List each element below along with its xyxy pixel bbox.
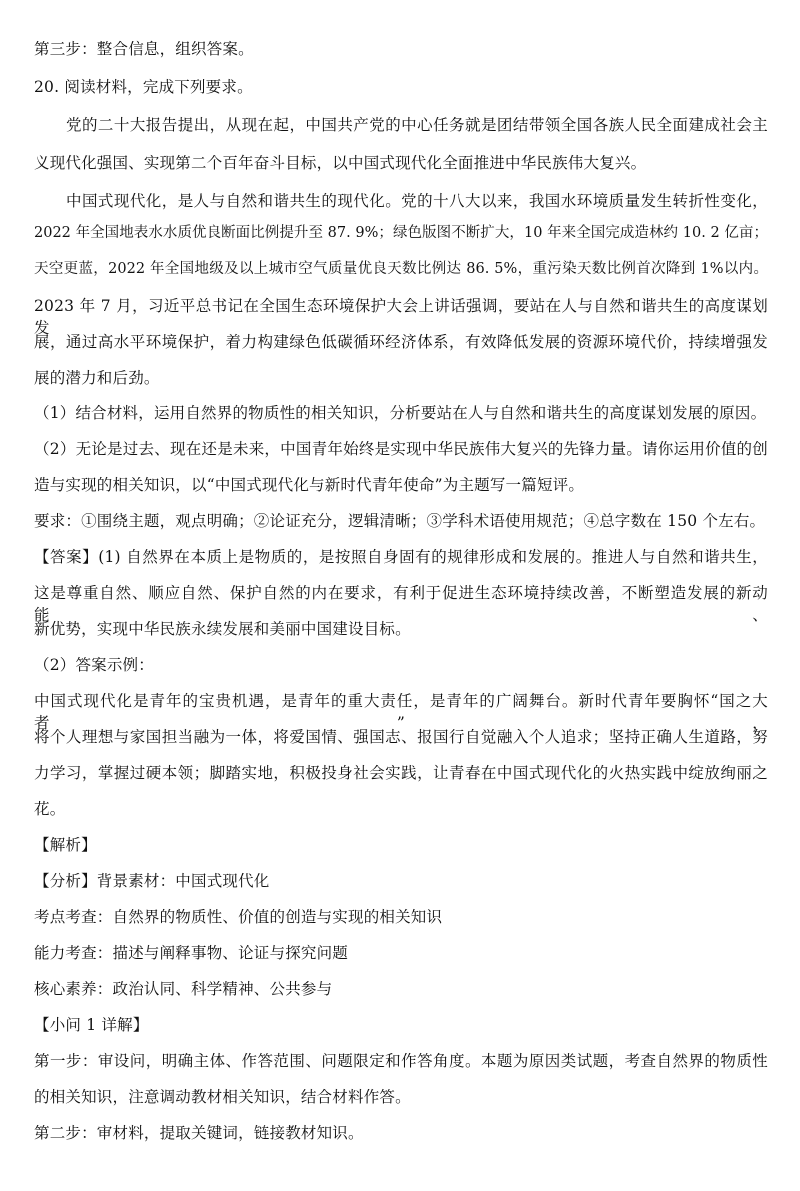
analysis-core-literacy: 核心素养：政治认同、科学精神、公共参与 — [34, 980, 333, 998]
answer-2-label: （2）答案示例： — [34, 656, 154, 674]
material-paragraph-1-line-1: 党的二十大报告提出，从现在起，中国共产党的中心任务就是团结带领全国各族人民全面建成社会主 — [66, 116, 768, 134]
answer-line-3: 新优势，实现中华民族永续发展和美丽中国建设目标。 — [34, 620, 411, 638]
question-20-heading: 20. 阅读材料，完成下列要求。 — [34, 78, 253, 96]
material-paragraph-2-line-3: 天空更蓝，2022 年全国地级及以上城市空气质量优良天数比例达 86. 5%，重污染天数比例首次降到 1%以内。 — [34, 261, 768, 277]
sub-question-2-line-2: 造与实现的相关知识，以“中国式现代化与新时代青年使命”为主题写一篇短评。 — [34, 476, 585, 494]
analysis-ability: 能力考查：描述与阐释事物、论证与探究问题 — [34, 944, 349, 962]
sample-answer-line-2: 将个人理想与家国担当融为一体，将爱国情、强国志、报国行自觉融入个人追求；坚持正确人生道路，努 — [34, 728, 768, 746]
sample-answer-line-1: 中国式现代化是青年的宝贵机遇，是青年的重大责任，是青年的广阔舞台。新时代青年要胸怀“国之大者”， — [34, 692, 768, 732]
material-paragraph-2-line-1: 中国式现代化，是人与自然和谐共生的现代化。党的十八大以来，我国水环境质量发生转折性变化， — [66, 192, 768, 210]
analysis-knowledge-points: 考点考查：自然界的物质性、价值的创造与实现的相关知识 — [34, 908, 443, 926]
sub-question-1: （1）结合材料，运用自然界的物质性的相关知识，分析要站在人与自然和谐共生的高度谋划发展的原因。 — [34, 404, 767, 422]
material-paragraph-2-line-5: 展，通过高水平环境保护，着力构建绿色低碳循环经济体系，有效降低发展的资源环境代价，持续增强发 — [34, 333, 768, 351]
sample-answer-line-4: 花。 — [34, 800, 66, 818]
step-three-line: 第三步：整合信息，组织答案。 — [34, 40, 254, 58]
sub-question-2-line-1: （2）无论是过去、现在还是未来，中国青年始终是实现中华民族伟大复兴的先锋力量。请你运用价值的创 — [34, 440, 768, 458]
requirements-line: 要求：①围绕主题，观点明确；②论证充分，逻辑清晰；③学科术语使用规范；④总字数在 150 个左右。 — [34, 512, 766, 530]
sub-question-1-explanation-heading: 【小问 1 详解】 — [34, 1016, 149, 1034]
answer-line-1: 【答案】(1) 自然界在本质上是物质的，是按照自身固有的规律形成和发展的。推进人与自然和谐共生， — [34, 548, 768, 566]
explanation-step-2: 第二步：审材料，提取关键词，链接教材知识。 — [34, 1124, 364, 1142]
analysis-background: 【分析】背景素材：中国式现代化 — [34, 872, 270, 890]
material-paragraph-2-line-6: 展的潜力和后劲。 — [34, 369, 160, 387]
sample-answer-line-3: 力学习，掌握过硬本领；脚踏实地，积极投身社会实践，让青春在中国式现代化的火热实践中绽放绚丽之 — [34, 764, 768, 782]
answer-line-2: 这是尊重自然、顺应自然、保护自然的内在要求，有利于促进生态环境持续改善，不断塑造发展的新动能、 — [34, 584, 768, 624]
explanation-step-1-line-1: 第一步：审设问，明确主体、作答范围、问题限定和作答角度。本题为原因类试题，考查自然界的物质性 — [34, 1052, 768, 1070]
explanation-step-1-line-2: 的相关知识，注意调动教材相关知识，结合材料作答。 — [34, 1088, 411, 1106]
material-paragraph-1-line-2: 义现代化强国、实现第二个百年奋斗目标，以中国式现代化全面推进中华民族伟大复兴。 — [34, 154, 647, 172]
analysis-heading: 【解析】 — [34, 836, 97, 854]
material-paragraph-2-line-4: 2023 年 7 月，习近平总书记在全国生态环境保护大会上讲话强调，要站在人与自然和谐共生的高度谋划发 — [34, 297, 768, 337]
material-paragraph-2-line-2: 2022 年全国地表水水质优良断面比例提升至 87. 9%；绿色版图不断扩大，10 年来全国完成造林约 10. 2 亿亩； — [34, 225, 768, 241]
